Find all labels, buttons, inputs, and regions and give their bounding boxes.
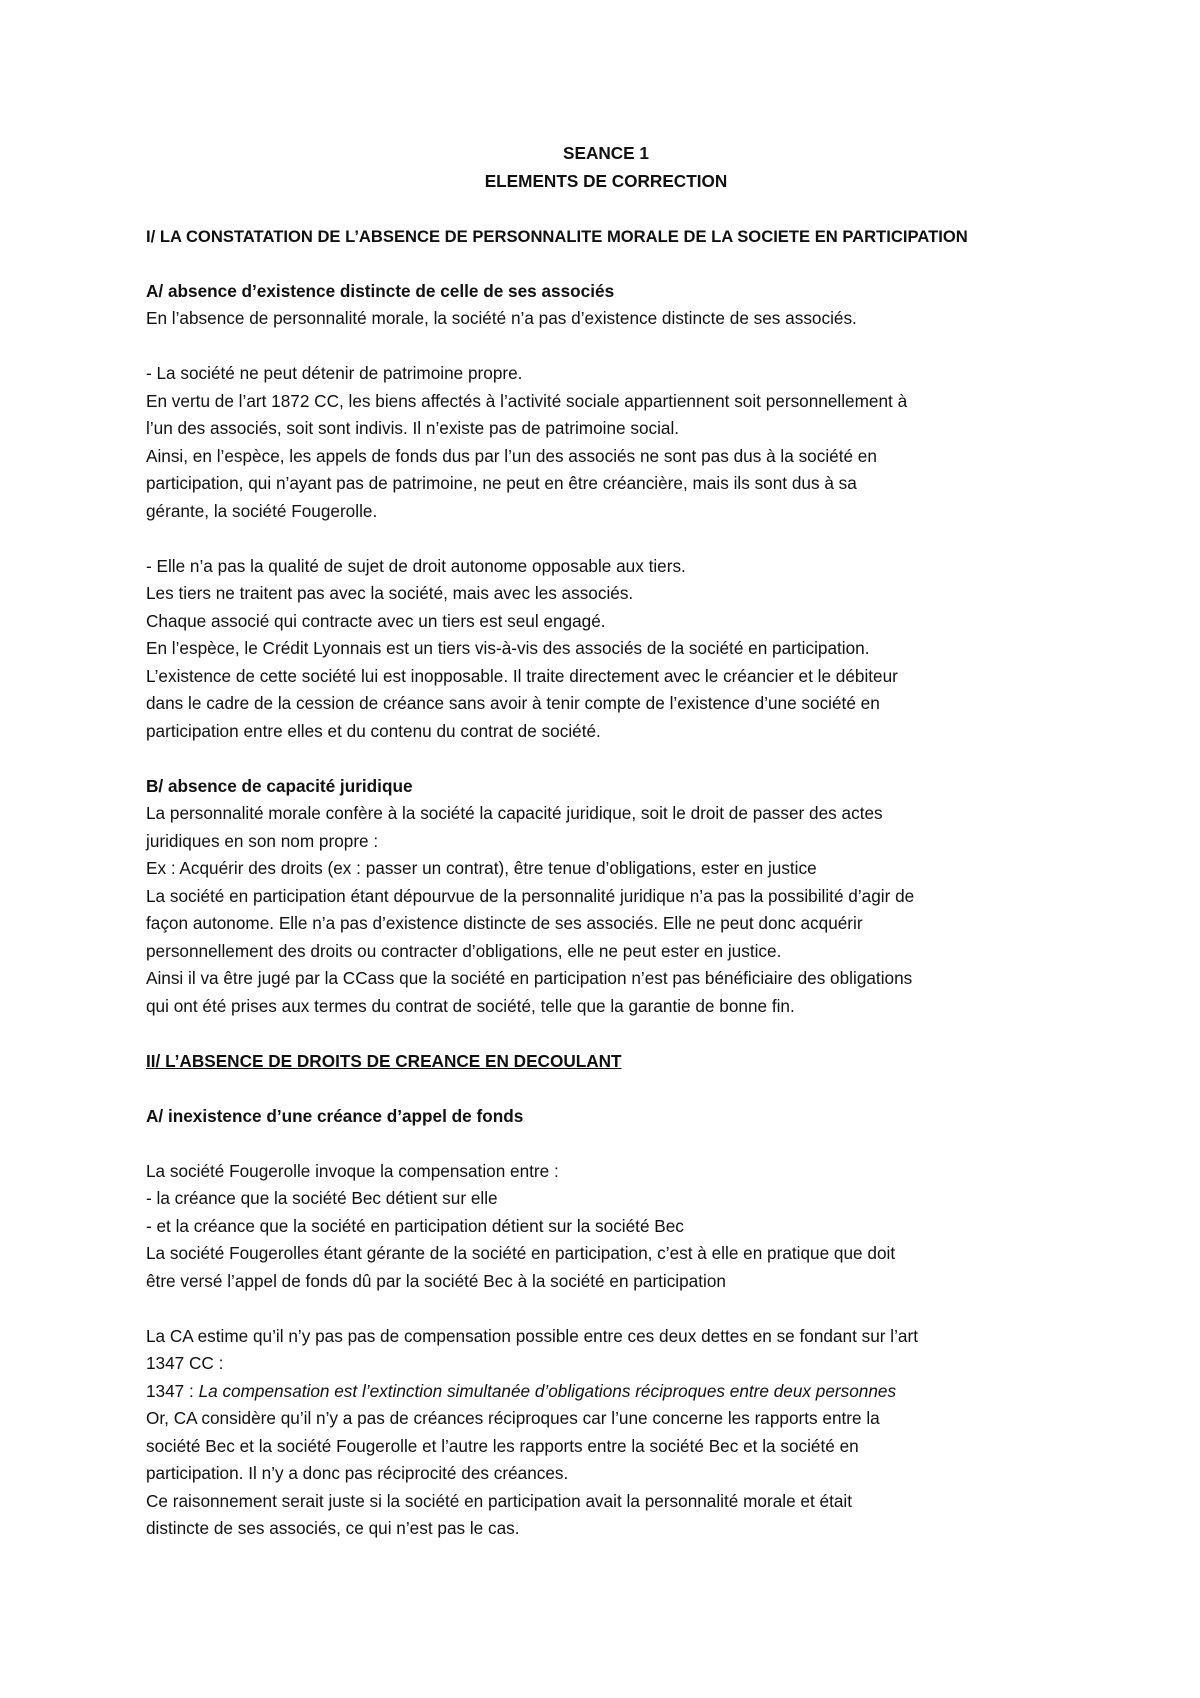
spacer	[146, 250, 1066, 278]
text-line: - Elle n’a pas la qualité de sujet de droit autonome opposable aux tiers.	[146, 555, 686, 576]
spacer	[146, 1130, 1066, 1158]
text-line: Ainsi il va être jugé par la CCass que la société en participation n’est pas bénéficiaire des obligations	[146, 968, 913, 988]
document-page	[146, 140, 1066, 1543]
text-line: La société Fougerolles étant gérante de la société en participation, c’est à elle en pratique que doit	[146, 1243, 896, 1263]
text-line: façon autonome. Elle n’a pas d’existence distincte de ses associés. Elle ne peut donc acquérir	[146, 913, 863, 933]
spacer	[146, 1295, 1066, 1323]
text-line: personnellement des droits ou contracter d’obligations, elle ne peut ester en justice.	[146, 940, 782, 961]
text-line: qui ont été prises aux termes du contrat de société, telle que la garantie de bonne fin.	[146, 995, 795, 1016]
spacer	[146, 333, 1066, 361]
text-line: Ex : Acquérir des droits (ex : passer un contrat), être tenue d’obligations, ester en justice	[146, 858, 817, 878]
text-line: participation, qui n’ayant pas de patrimoine, ne peut en être créancière, mais ils sont dus à sa	[146, 473, 857, 493]
spacer	[146, 1020, 1066, 1048]
document-subtitle: ELEMENTS DE CORRECTION	[484, 170, 728, 191]
quote-text: La compensation est l’extinction simultanée d’obligations réciproques entre deux personnes	[198, 1380, 897, 1401]
text-line: Ainsi, en l’espèce, les appels de fonds dus par l’un des associés ne sont pas dus à la société en	[146, 445, 877, 466]
part1-sectionA-point2	[146, 553, 1066, 746]
text-line: société Bec et la société Fougerolle et l’autre les rapports entre la société Bec et la société en	[146, 1435, 859, 1456]
text-line: dans le cadre de la cession de créance sans avoir à tenir compte de l’existence d’une société en	[146, 693, 880, 713]
text-line: Les tiers ne traitent pas avec la société, mais avec les associés.	[146, 583, 634, 603]
text-line: - la créance que la société Bec détient sur elle	[146, 1188, 498, 1208]
text-line: Chaque associé qui contracte avec un tiers est seul engagé.	[146, 610, 606, 631]
text-line: 1347 CC :	[146, 1353, 224, 1373]
text-line: participation. Il n’y a donc pas réciprocité des créances.	[146, 1463, 569, 1483]
text-line: En l’espèce, le Crédit Lyonnais est un tiers vis-à-vis des associés de la société en participation.	[146, 638, 870, 658]
text-line: être versé l’appel de fonds dû par la société Bec à la société en participation	[146, 1270, 726, 1291]
part2-sectionA-heading: A/ inexistence d’une créance d’appel de fonds	[146, 1105, 524, 1126]
text-line: La société en participation étant dépourvue de la personnalité juridique n’a pas la possibilité d’agir de	[146, 885, 915, 906]
text-line: La CA estime qu’il n’y pas pas de compensation possible entre ces deux dettes en se fondant sur l’art	[146, 1325, 918, 1346]
text-line: gérante, la société Fougerolle.	[146, 500, 378, 521]
part2-sectionA-para1	[146, 1158, 1066, 1296]
text-line: l’un des associés, soit sont indivis. Il n’existe pas de patrimoine social.	[146, 418, 680, 438]
part1-sectionA-point1	[146, 360, 1066, 525]
text-line: Ce raisonnement serait juste si la société en participation avait la personnalité morale et était	[146, 1490, 853, 1511]
part2-sectionA-para2	[146, 1323, 1066, 1378]
text-line: juridiques en son nom propre :	[146, 830, 379, 851]
part2-sectionA-para3	[146, 1405, 1066, 1543]
part1-sectionA-heading: A/ absence d’existence distincte de celle de ses associés	[146, 280, 615, 301]
part1-sectionA-intro: En l’absence de personnalité morale, la société n’a pas d’existence distincte de ses associés.	[146, 308, 857, 328]
spacer	[146, 1075, 1066, 1103]
text-line: La personnalité morale confère à la société la capacité juridique, soit le droit de passer des actes	[146, 803, 883, 823]
part1-sectionB-heading: B/ absence de capacité juridique	[146, 775, 413, 796]
part2-heading: II/ L’ABSENCE DE DROITS DE CREANCE EN DECOULANT	[146, 1050, 622, 1071]
article-quote	[146, 1378, 1066, 1406]
text-line: distincte de ses associés, ce qui n’est pas le cas.	[146, 1518, 520, 1538]
text-line: Or, CA considère qu’il n’y a pas de créances réciproques car l’une concerne les rapports entre la	[146, 1408, 880, 1428]
spacer	[146, 195, 1066, 223]
text-line: - La société ne peut détenir de patrimoine propre.	[146, 363, 523, 383]
spacer	[146, 745, 1066, 773]
part1-sectionB-body	[146, 800, 1066, 1020]
part1-heading: I/ LA CONSTATATION DE L’ABSENCE DE PERSONNALITE MORALE DE LA SOCIETE EN PARTICIPATION	[146, 226, 968, 246]
text-line: La société Fougerolle invoque la compensation entre :	[146, 1160, 559, 1181]
spacer	[146, 525, 1066, 553]
text-line: En vertu de l’art 1872 CC, les biens affectés à l’activité sociale appartiennent soit personnellement à	[146, 390, 908, 411]
document-title: SEANCE 1	[563, 143, 649, 163]
text-line: participation entre elles et du contenu du contrat de société.	[146, 720, 601, 741]
text-line: L’existence de cette société lui est inopposable. Il traite directement avec le créancier et le débiteur	[146, 665, 898, 686]
quote-prefix: 1347 :	[146, 1380, 199, 1401]
text-line: - et la créance que la société en participation détient sur la société Bec	[146, 1215, 684, 1236]
